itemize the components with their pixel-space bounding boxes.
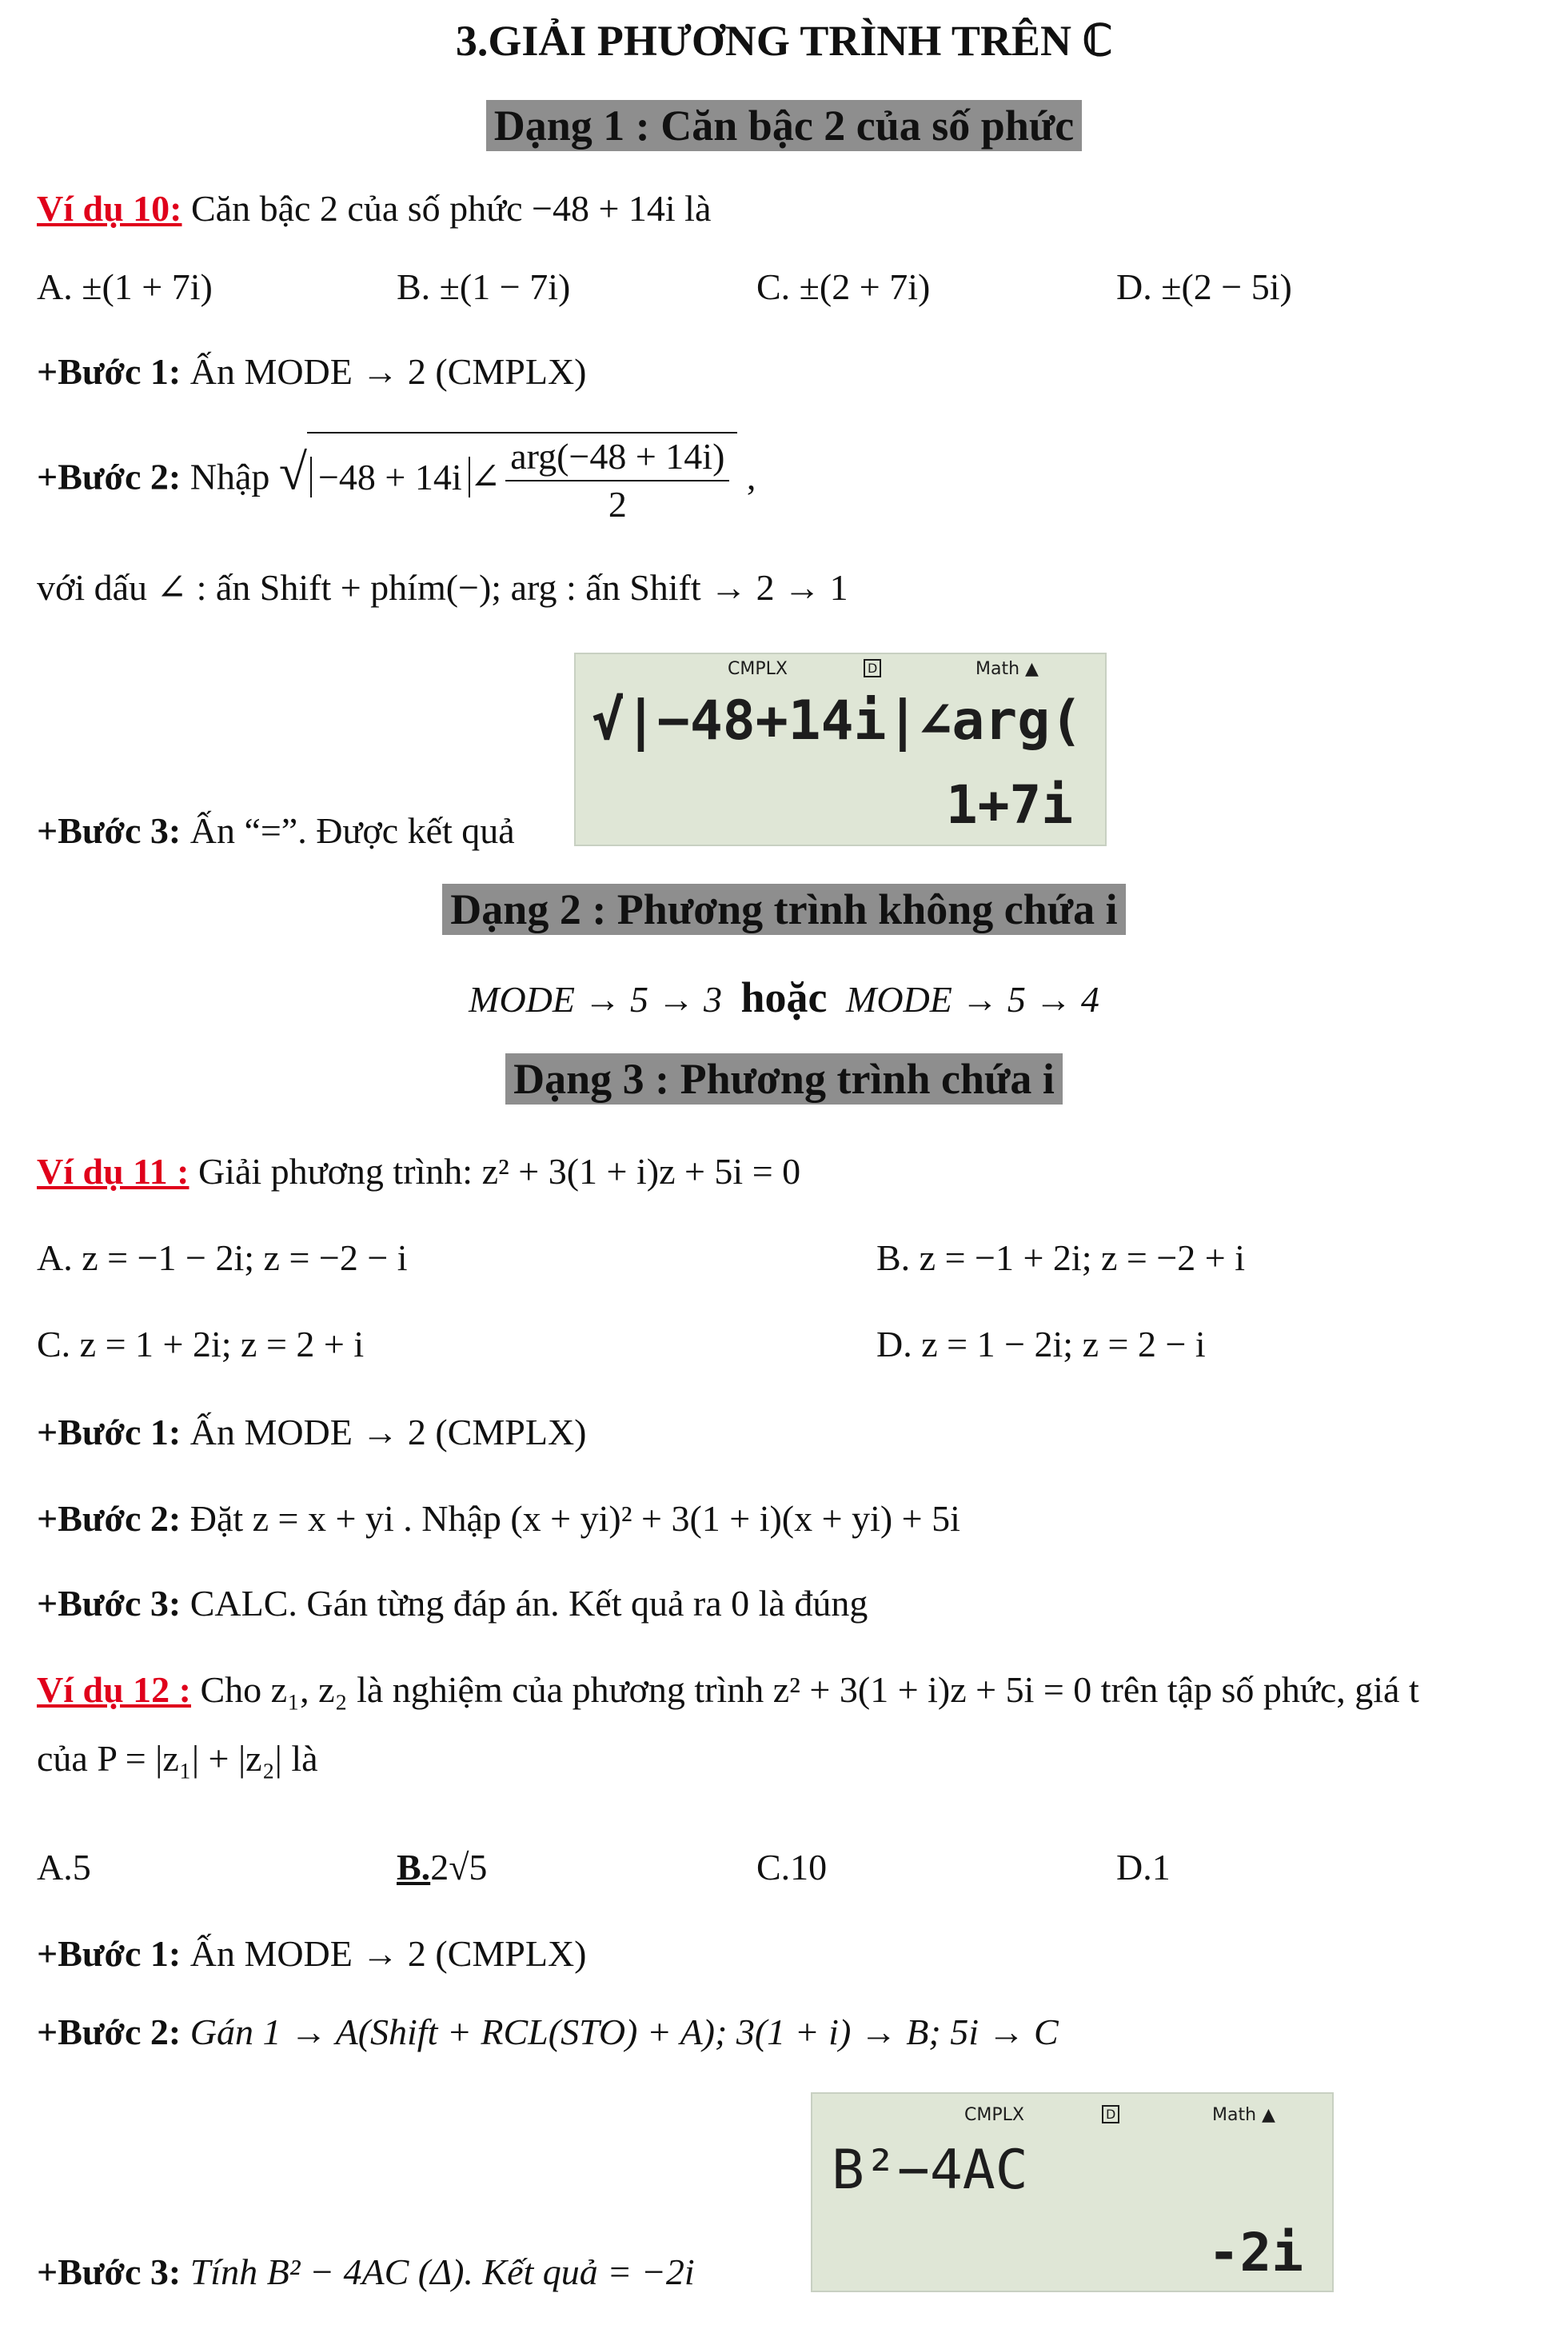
example-10-step-2 [37,432,756,528]
step-label: +Bước 3: [37,810,182,851]
example-10-option-b: B. ±(1 − 7i) [397,266,571,307]
section-2-heading-wrap [0,885,1568,934]
example-12-option-c: C.10 [756,1847,828,1888]
example-12-step-2 [37,2009,1059,2055]
example-10-step-3 [37,808,515,854]
mode-b: MODE → 5 → 4 [846,979,1099,1020]
example-10-question [37,186,711,232]
step-text: CALC. Gán từng đáp án. Kết quả ra 0 là đúng [190,1583,868,1624]
step-label: +Bước 2: [37,1498,182,1539]
fraction-numerator: arg(−48 + 14i) [505,433,729,481]
example-10-note: với dấu ∠ : ấn Shift + phím(−); arg : ấn Shift → 2 → 1 [37,567,848,608]
degree-icon: D [864,659,881,677]
section-1-heading-wrap [0,101,1568,150]
example-12-option-b [397,1844,487,1891]
math-indicator: Math ▲ [1212,2105,1275,2125]
step-label: +Bước 3: [37,2251,182,2292]
step-label: +Bước 1: [37,1933,182,1974]
option-b-label: B. [397,1847,431,1888]
example-10-option-c: C. ±(2 + 7i) [756,266,931,307]
example-11-text: Giải phương trình: z² + 3(1 + i)z + 5i = 0 [197,1151,801,1192]
fraction [505,433,729,528]
calculator-result: 1+7i [946,774,1073,836]
calculator-result: -2i [1207,2222,1303,2283]
example-12-option-a: A.5 [37,1847,91,1888]
step-text: Ấn MODE → 2 (CMPLX) [190,351,587,392]
step-label: +Bước 2: [37,456,182,497]
radical-body [307,432,737,528]
example-11-label: Ví dụ 11 : [37,1151,190,1192]
section-2-heading: Dạng 2 : Phương trình không chứa i [442,884,1125,935]
step-text: Đặt z = x + yi . Nhập (x + yi)² + 3(1 + i)(x + yi) + 5i [190,1498,960,1539]
calculator-screen-2 [811,2092,1334,2292]
example-10-option-a: A. ±(1 + 7i) [37,266,213,307]
or-text: hoặc [740,973,828,1021]
step-text: Tính B² − 4AC (Δ). Kết quả = −2i [190,2251,695,2292]
fraction-denominator: 2 [608,484,627,525]
example-11-step-1 [37,1409,587,1456]
example-10-option-d: D. ±(2 − 5i) [1116,266,1292,307]
step-label: +Bước 1: [37,1412,182,1452]
example-12-question [37,1667,1419,1713]
section-3-heading: Dạng 3 : Phương trình chứa i [505,1053,1063,1105]
example-11-step-2 [37,1496,960,1542]
step-text: Nhập [190,456,270,497]
angle-sign: ∠ [469,456,501,497]
example-12-text: Cho z₁, z₂ là nghiệm của phương trình z² + 3(1 + i)z + 5i = 0 trên tập số phức, giá t [200,1669,1419,1710]
step-label: +Bước 2: [37,2011,182,2052]
math-indicator: Math ▲ [976,659,1039,679]
calculator-input: B²−4AC [832,2139,1028,2202]
example-11-option-c: C. z = 1 + 2i; z = 2 + i [37,1324,365,1364]
example-11-option-d: D. z = 1 − 2i; z = 2 − i [876,1324,1206,1364]
step-text: Gán 1 → A(Shift + RCL(STO) + A); 3(1 + i) → B; 5i → C [190,2011,1059,2052]
example-10-label: Ví dụ 10: [37,188,182,229]
step-text: Ấn “=”. Được kết quả [190,810,515,851]
degree-icon: D [1102,2105,1119,2123]
example-12-option-d: D.1 [1116,1847,1171,1888]
example-11-option-a: A. z = −1 − 2i; z = −2 − i [37,1237,408,1278]
example-11-option-b: B. z = −1 + 2i; z = −2 + i [876,1237,1246,1278]
option-b-value: 2√5 [430,1847,488,1888]
section-1-heading: Dạng 1 : Căn bậc 2 của số phức [486,100,1083,151]
page-title: 3.GIẢI PHƯƠNG TRÌNH TRÊN ℂ [455,17,1113,65]
step-text: Ấn MODE → 2 (CMPLX) [190,1933,587,1974]
calculator-screen-1 [574,653,1107,846]
comma: , [746,456,756,497]
mode-a: MODE → 5 → 3 [469,979,722,1020]
section-2-mode-line [0,974,1568,1023]
example-11-question [37,1149,800,1195]
example-12-step-3 [37,2249,695,2295]
mode-indicator: CMPLX [728,659,788,679]
example-11-step-3 [37,1580,868,1627]
example-12-step-1 [37,1931,587,1977]
step-label: +Bước 3: [37,1583,182,1624]
mode-indicator: CMPLX [964,2105,1024,2125]
example-12-question-line-2: của P = |z₁| + |z₂| là [37,1738,318,1779]
step-text: Ấn MODE → 2 (CMPLX) [190,1412,587,1452]
calculator-input: √|−48+14i|∠arg( [592,689,1083,753]
example-12-label: Ví dụ 12 : [37,1669,191,1710]
modulus [310,457,470,497]
radicand: −48 + 14i [317,456,462,497]
example-10-text: Căn bậc 2 của số phức −48 + 14i là [190,188,712,229]
section-3-heading-wrap [0,1054,1568,1104]
step-label: +Bước 1: [37,351,182,392]
radical-sign: √ [278,443,307,501]
example-10-step-1 [37,349,587,395]
